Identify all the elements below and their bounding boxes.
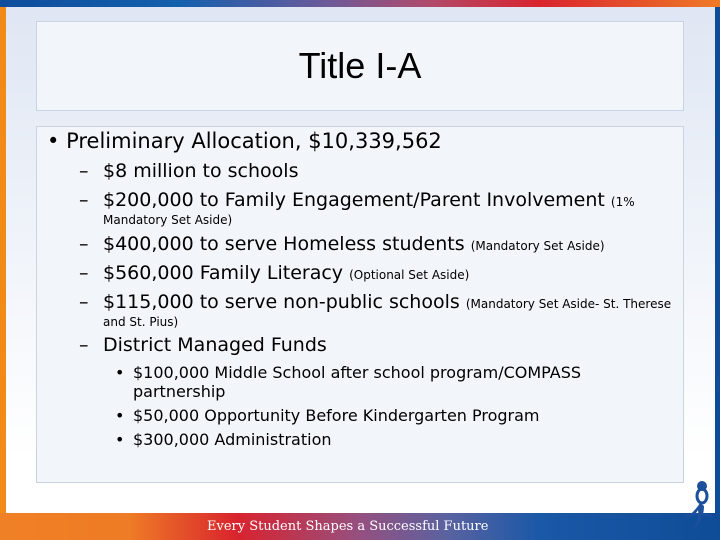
sub-list-item-cont: partnership [133, 382, 226, 401]
district-logo-icon [670, 476, 714, 536]
sub-list-item: • $300,000 Administration [115, 430, 332, 449]
list-item-note: and St. Pius) [103, 315, 179, 329]
footer-tagline: Every Student Shapes a Successful Future [207, 519, 489, 534]
title-box [36, 21, 684, 111]
sub-list-item: • $50,000 Opportunity Before Kindergarten Program [115, 406, 540, 425]
right-accent-bar [715, 7, 720, 515]
list-item-note: Mandatory Set Aside) [103, 213, 233, 227]
left-accent-bar [0, 7, 6, 515]
sub-list-item: • $100,000 Middle School after school program/COMPASS [115, 363, 582, 382]
content-box: • Preliminary Allocation, $10,339,562 – $8 million to schools – $200,000 to Family Engagement/Parent Involvement (1% Mandatory Set Aside) – $400,000 to serve Homeless students (Mandatory Set Aside) – $560,000 Family Literacy (Optional Set Aside) – $115,000 to serve non-public schools (Mandatory Set Aside- St. Therese and St. Pius) – District Managed Funds • $100,000 Middle School after school program/COMPASS partnership • $50,000 Opportunity Before Kindergarten Program • $300,000 Administration [36, 126, 684, 483]
top-accent-bar [0, 0, 720, 7]
bullet-main: • Preliminary Allocation, $10,339,562 [47, 129, 442, 153]
bullet-main-text: Preliminary Allocation, $10,339,562 [66, 129, 442, 153]
slide-title: Title I-A [298, 45, 422, 86]
